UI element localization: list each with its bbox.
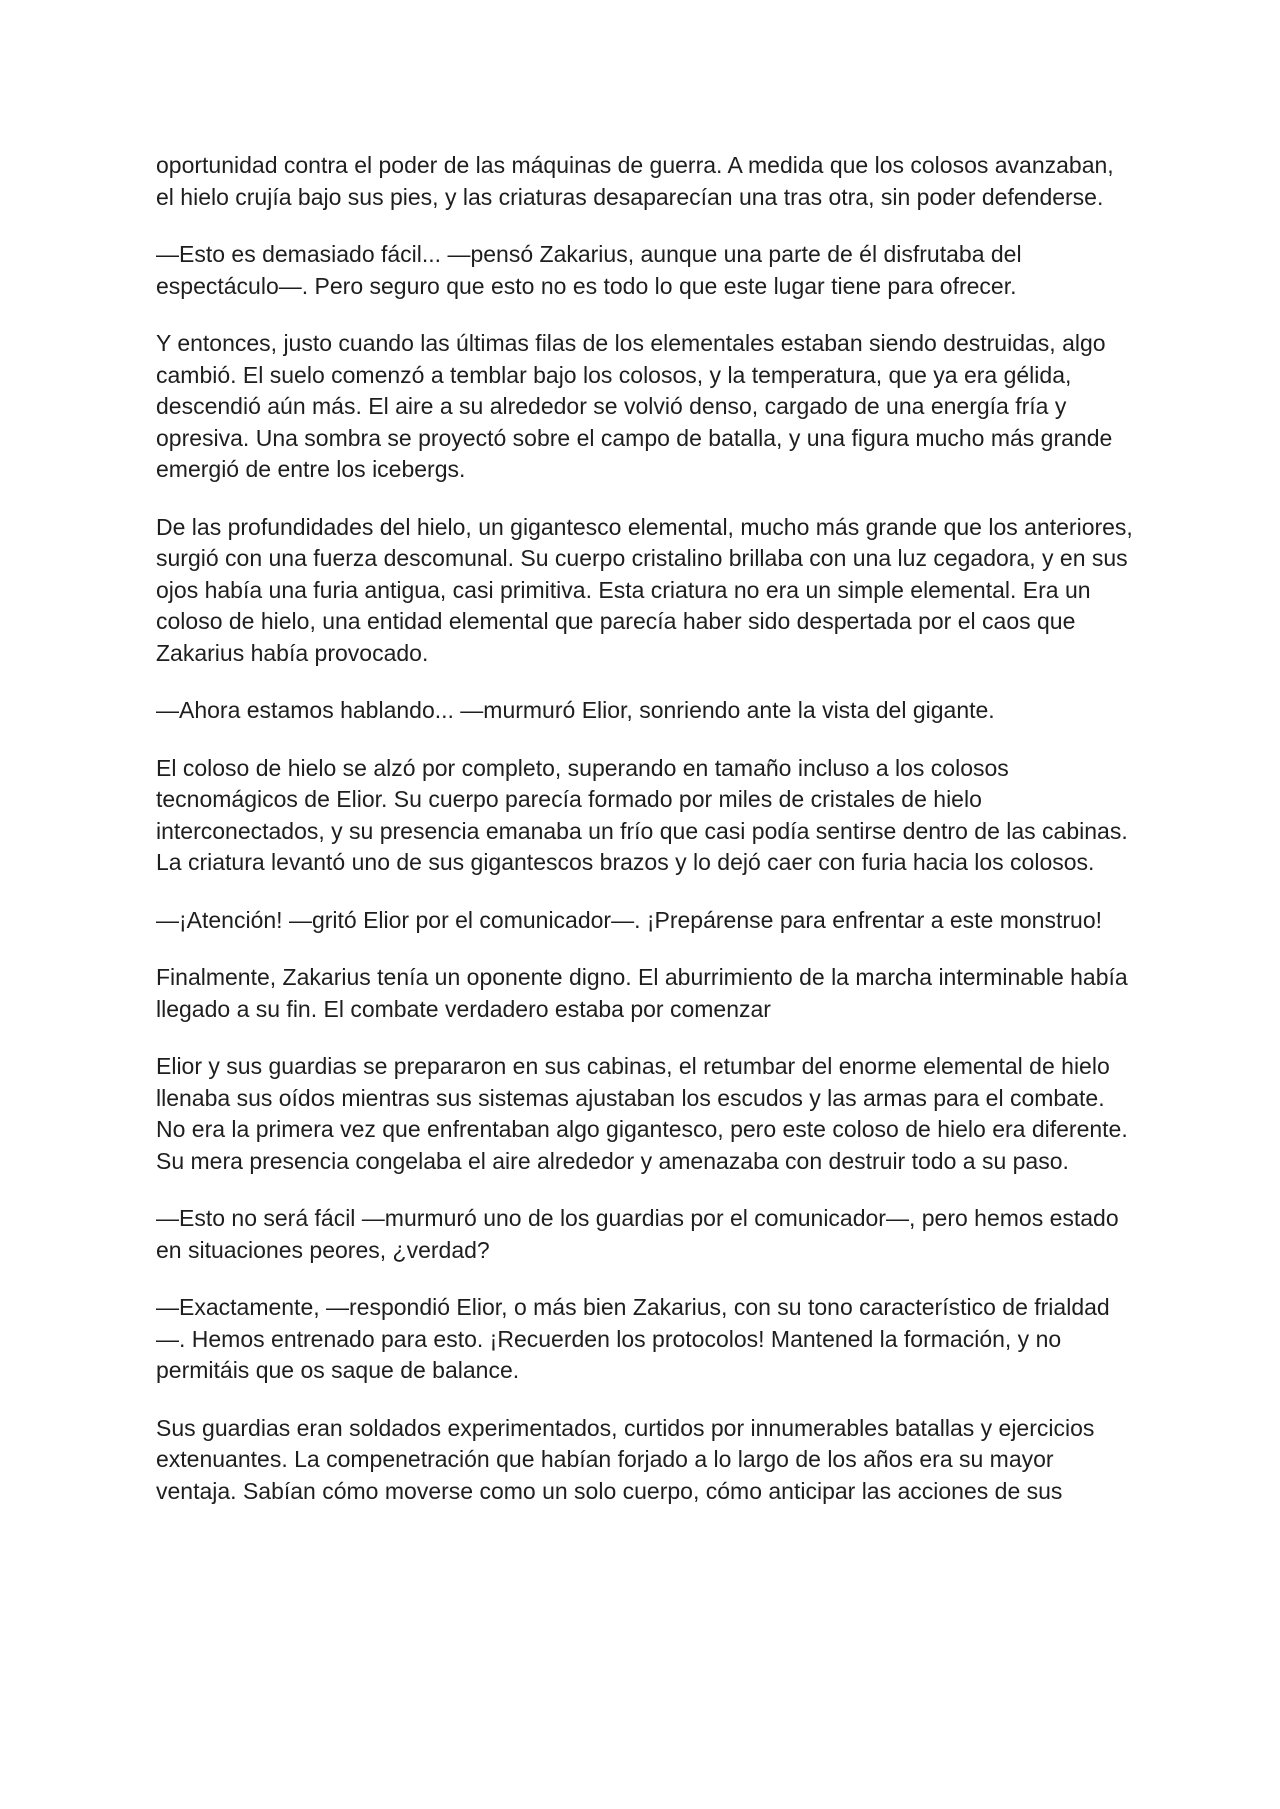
paragraph: —Ahora estamos hablando... —murmuró Elior, sonriendo ante la vista del gigante. bbox=[156, 697, 995, 723]
paragraph: Elior y sus guardias se prepararon en sus cabinas, el retumbar del enorme elemental de hielo llenaba sus oídos mientras sus sistemas ajustaban los escudos y las armas para el combate. No era la primera vez que enfrentaban algo gigantesco, pero este coloso de hielo era diferente. Su mera presencia congelaba el aire alrededor y amenazaba con destruir todo a su paso. bbox=[156, 1053, 1128, 1174]
paragraph: —Exactamente, —respondió Elior, o más bien Zakarius, con su tono característico de frialdad—. Hemos entrenado para esto. ¡Recuerden los protocolos! Mantened la formación, y no permitáis que os saque de balance. bbox=[156, 1294, 1110, 1383]
paragraph: —¡Atención! —gritó Elior por el comunicador—. ¡Prepárense para enfrentar a este monstruo! bbox=[156, 906, 1102, 933]
paragraph: —Esto es demasiado fácil... —pensó Zakarius, aunque una parte de él disfrutaba del espectáculo—. Pero seguro que esto no es todo lo que este lugar tiene para ofrecer. bbox=[156, 241, 1022, 299]
document-body bbox=[156, 150, 1136, 1533]
paragraph: De las profundidades del hielo, un gigantesco elemental, mucho más grande que los anteriores, surgió con una fuerza descomunal. Su cuerpo cristalino brillaba con una luz cegadora, y en sus ojos había una furia antigua, casi primitiva. Esta criatura no era un simple elemental. Era un coloso de hielo, una entidad elemental que parecía haber sido despertada por el caos que Zakarius había provocado. bbox=[156, 513, 1133, 666]
paragraph: Finalmente, Zakarius tenía un oponente digno. El aburrimiento de la marcha interminable había llegado a su fin. El combate verdadero estaba por comenzar bbox=[156, 964, 1128, 1022]
paragraph: El coloso de hielo se alzó por completo, superando en tamaño incluso a los colosos tecnomágicos de Elior. Su cuerpo parecía formado por miles de cristales de hielo interconectados, y su presencia emanaba un frío que casi podía sentirse dentro de las cabinas. La criatura levantó uno de sus gigantescos brazos y lo dejó caer con furia hacia los colosos. bbox=[156, 754, 1128, 875]
paragraph: oportunidad contra el poder de las máquinas de guerra. A medida que los colosos avanzaban, el hielo crujía bajo sus pies, y las criaturas desaparecían una tras otra, sin poder defenderse. bbox=[156, 152, 1114, 210]
paragraph: Y entonces, justo cuando las últimas filas de los elementales estaban siendo destruidas, algo cambió. El suelo comenzó a temblar bajo los colosos, y la temperatura, que ya era gélida, descendió aún más. El aire a su alrededor se volvió denso, cargado de una energía fría y opresiva. Una sombra se proyectó sobre el campo de batalla, y una figura mucho más grande emergió de entre los icebergs. bbox=[156, 330, 1113, 482]
paragraph: Sus guardias eran soldados experimentados, curtidos por innumerables batallas y ejercicios extenuantes. La compenetración que habían forjado a lo largo de los años era su mayor ventaja. Sabían cómo moverse como un solo cuerpo, cómo anticipar las acciones de sus bbox=[156, 1414, 1095, 1504]
paragraph: —Esto no será fácil —murmuró uno de los guardias por el comunicador—, pero hemos estado en situaciones peores, ¿verdad? bbox=[156, 1205, 1119, 1263]
